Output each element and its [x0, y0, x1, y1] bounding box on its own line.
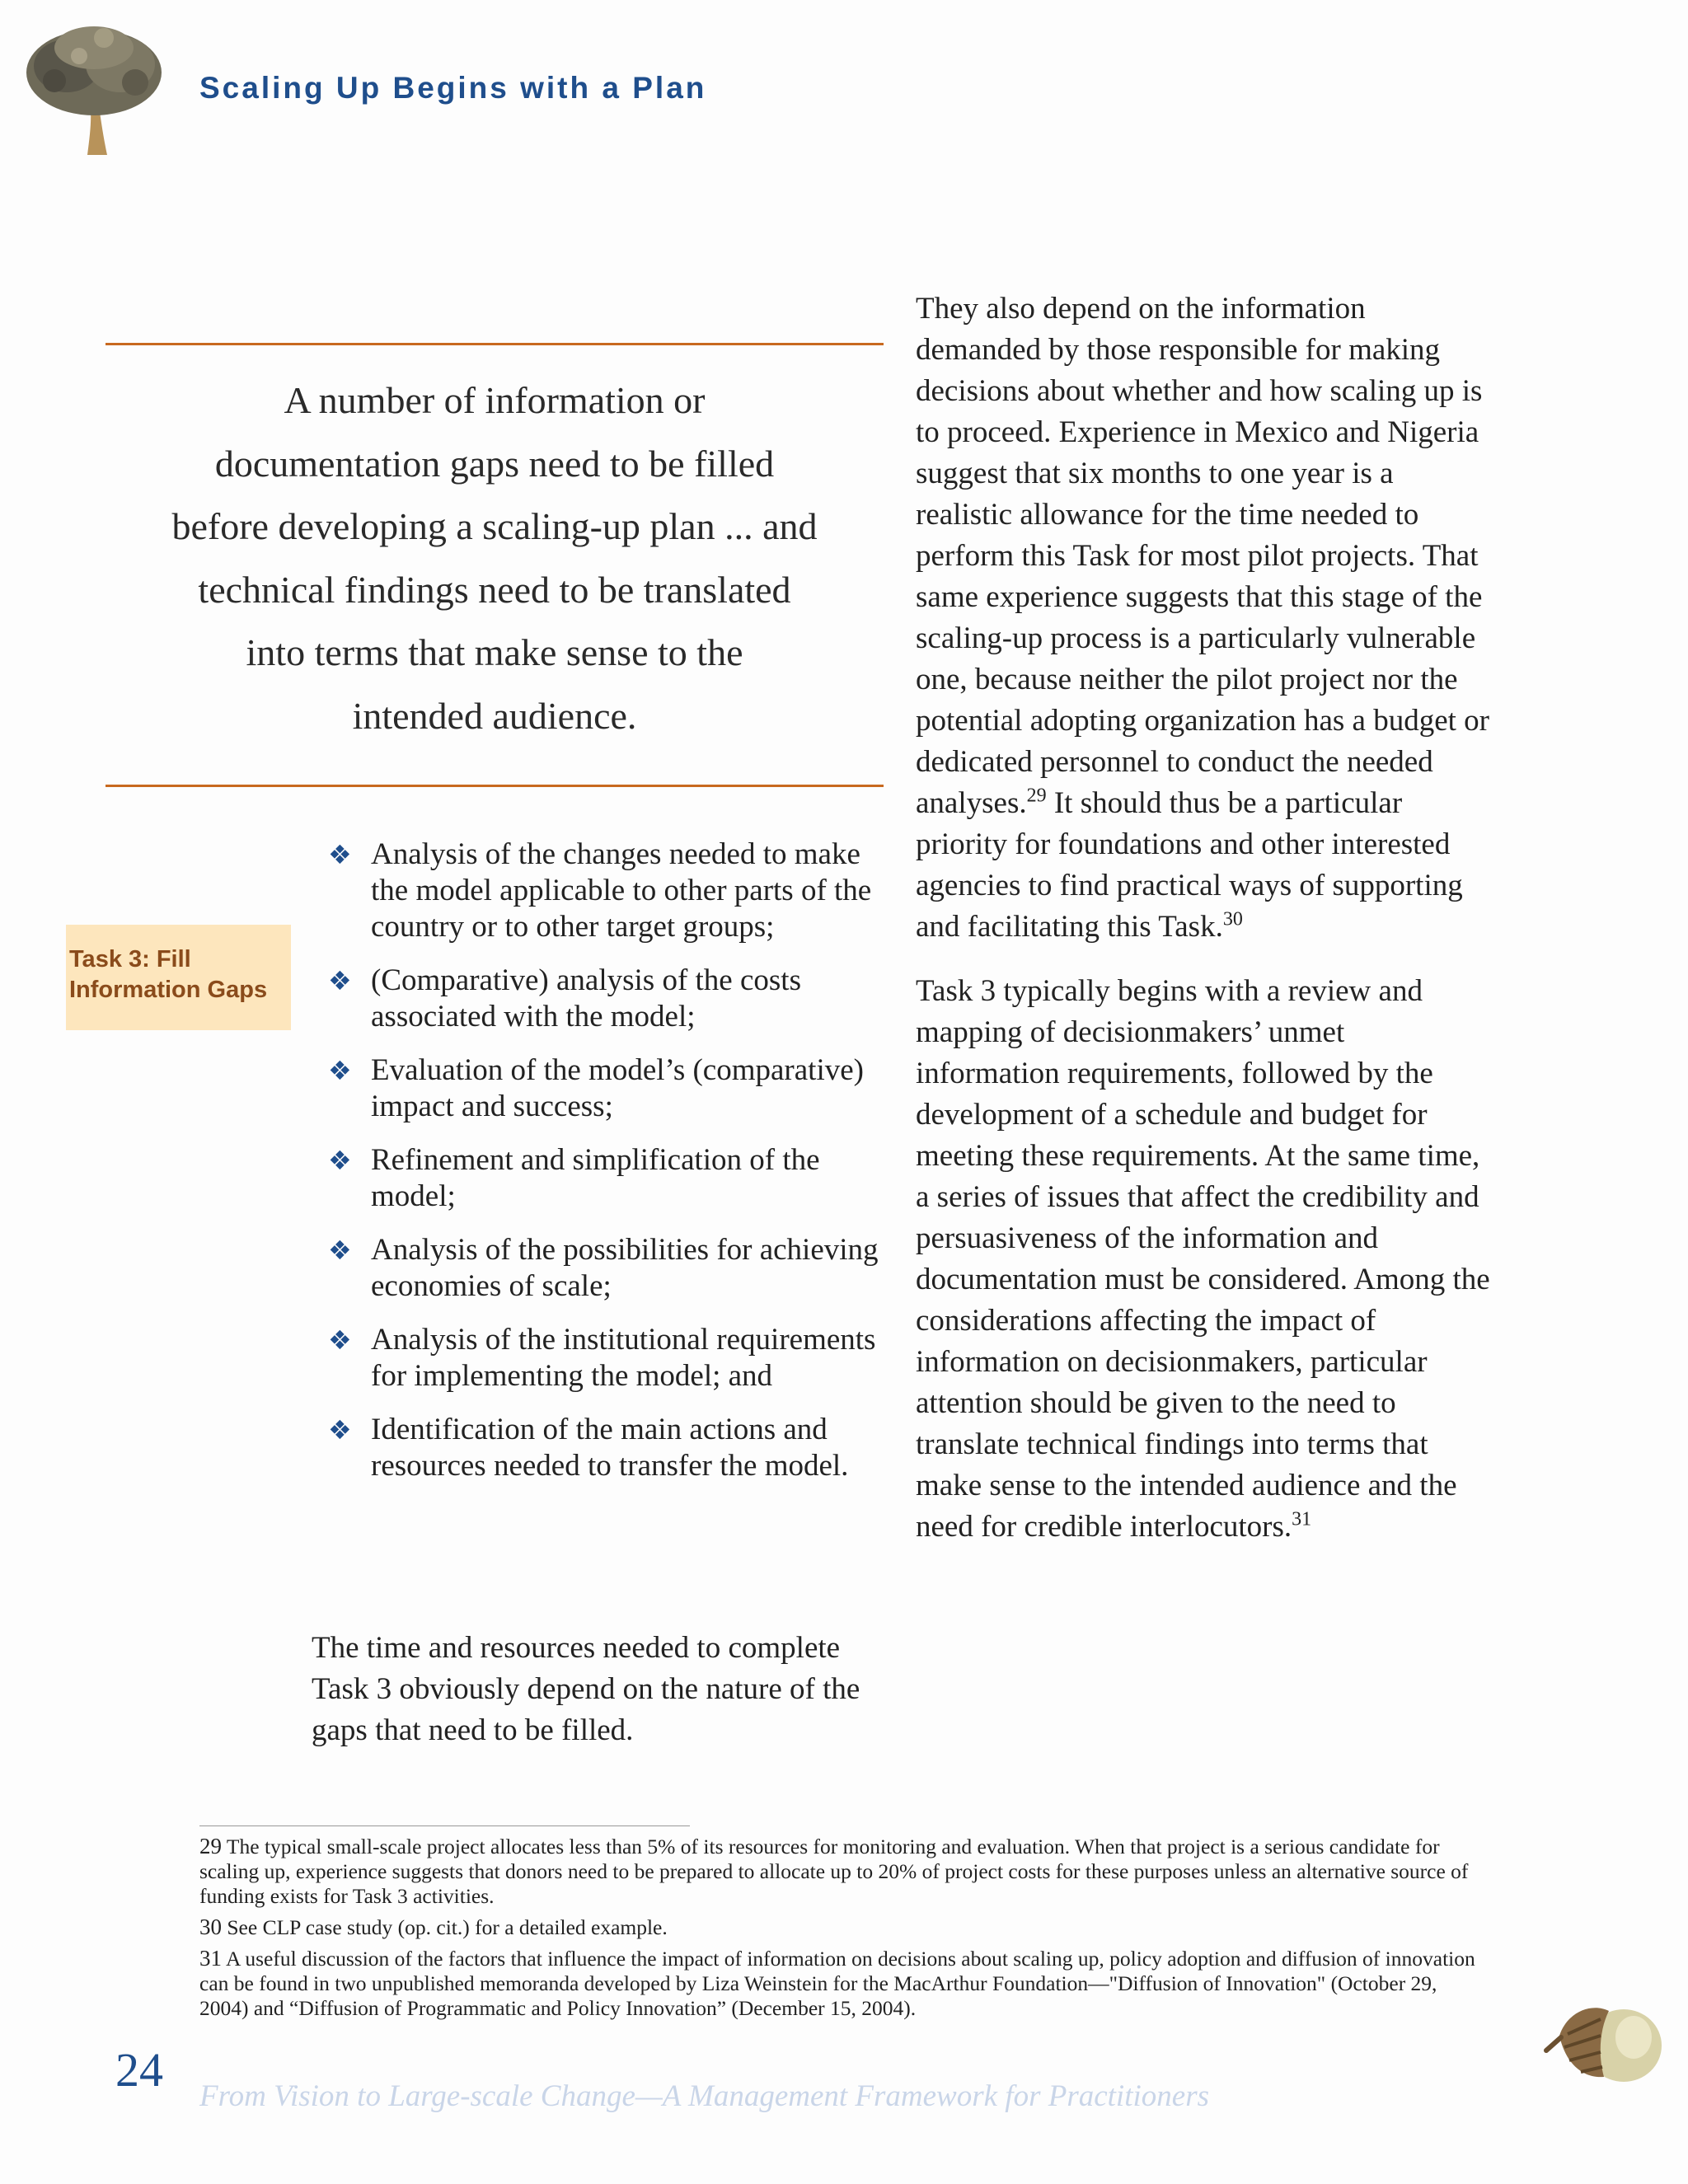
footnote [199, 1834, 1485, 1909]
left-closing-paragraph: The time and resources needed to complete Task 3 obviously depend on the nature of the gaps that need to be filled. [312, 1631, 860, 1747]
paragraph-text: Task 3 typically begins with a review and mapping of decisionmakers’ unmet information requirements, followed by the development of a schedule and budget for meeting these requirements. At the same time, a series of issues that affect the credibility and persuasiveness of the information and documentation must be considered. Among the considerations affecting the impact of information on decisionmakers, particular attention should be given to the need to translate technical findings into terms that make sense to the intended audience and the need for credible interlocutors. [916, 974, 1490, 1544]
footnote-text: See CLP case study (op. cit.) for a detailed example. [227, 1915, 668, 1939]
list-item [328, 1412, 889, 1484]
pull-quote-line: technical findings need to be translated [198, 568, 791, 611]
list-item [328, 1232, 889, 1305]
footnote-number: 31 [199, 1946, 222, 1971]
footnote-ref[interactable]: 29 [1026, 785, 1047, 807]
diamond-bullet-icon: ❖ [328, 1055, 352, 1086]
diamond-bullet-icon: ❖ [328, 1324, 352, 1356]
footnote [199, 1946, 1485, 2021]
task-label-line: Task 3: Fill [69, 946, 191, 972]
footnote [199, 1915, 1485, 1940]
task-bullet-list [328, 837, 889, 1502]
list-item-text: Refinement and simplification of the model; [371, 1143, 820, 1213]
footnote-number: 30 [199, 1915, 222, 1939]
acorn-icon [1543, 1986, 1667, 2093]
list-item [328, 1142, 889, 1215]
footnotes [199, 1834, 1485, 2027]
pull-quote-line: into terms that make sense to the [246, 631, 743, 673]
body-paragraph [916, 288, 1493, 948]
task-sidebar-label [66, 925, 291, 1030]
pull-quote-line: intended audience. [352, 694, 637, 737]
list-item [328, 1322, 889, 1394]
diamond-bullet-icon: ❖ [328, 1414, 352, 1446]
diamond-bullet-icon: ❖ [328, 965, 352, 996]
running-footer-title: From Vision to Large-scale Change—A Management Framework for Practitioners [199, 2079, 1209, 2113]
footnote-text: The typical small-scale project allocates less than 5% of its resources for monitoring and evaluation. When that project is a serious candidate for scaling up, experience suggests that donors need to be prepared to allocate up to 20% of project costs for these purposes unless an alternative source of funding exists for Task 3 activities. [199, 1835, 1469, 1908]
pull-quote-bottom-rule [106, 785, 884, 787]
list-item-text: Analysis of the institutional requirements for implementing the model; and [371, 1323, 876, 1393]
pull-quote-top-rule [106, 343, 884, 345]
pull-quote-line: before developing a scaling-up plan ... and [171, 505, 818, 547]
running-header-title: Scaling Up Begins with a Plan [199, 71, 707, 105]
pull-quote-line: A number of information or [284, 379, 706, 421]
task-label-line: Information Gaps [69, 977, 268, 1003]
footnote-divider [199, 1825, 690, 1826]
list-item-text: Analysis of the possibilities for achieving economies of scale; [371, 1233, 879, 1303]
diamond-bullet-icon: ❖ [328, 1235, 352, 1266]
pull-quote [107, 369, 882, 748]
footnote-ref[interactable]: 30 [1222, 908, 1243, 930]
list-item [328, 963, 889, 1035]
body-paragraph [916, 971, 1493, 1548]
paragraph-text: It should thus be a particular priority for foundations and other interested agencies to find practical ways of supporting and facilitating this Task. [916, 786, 1463, 944]
list-item-text: Identification of the main actions and resources needed to transfer the model. [371, 1413, 849, 1483]
list-item-text: (Comparative) analysis of the costs associated with the model; [371, 963, 801, 1033]
list-item-text: Evaluation of the model’s (comparative) impact and success; [371, 1053, 864, 1123]
pull-quote-line: documentation gaps need to be filled [214, 442, 775, 485]
list-item-text: Analysis of the changes needed to make the model applicable to other parts of the country or to other target groups; [371, 837, 872, 944]
footnote-number: 29 [199, 1834, 222, 1858]
diamond-bullet-icon: ❖ [328, 839, 352, 870]
right-column [916, 288, 1493, 1571]
paragraph-text: They also depend on the information demanded by those responsible for making decisions about whether and how scaling up is to proceed. Experience in Mexico and Nigeria suggest that six months to one year is a realistic allowance for the time needed to perform this Task for most pilot projects. That same experience suggests that this stage of the scaling-up process is a particularly vulnerable one, because neither the pilot project nor the potential adopting organization has a budget or dedicated personnel to conduct the needed analyses. [916, 292, 1489, 820]
list-item [328, 837, 889, 945]
list-item [328, 1052, 889, 1125]
tree-icon [21, 15, 163, 157]
footnote-text: A useful discussion of the factors that influence the impact of information on decisions about scaling up, policy adoption and diffusion of innovation can be found in two unpublished memoranda developed by Liza Weinstein for the MacArthur Foundation—"Diffusion of Innovation" (October 29, 2004) and “Diffusion of Programmatic and Policy Innovation” (December 15, 2004). [199, 1947, 1475, 2020]
footnote-ref[interactable]: 31 [1292, 1508, 1312, 1530]
page-number: 24 [115, 2043, 163, 2097]
diamond-bullet-icon: ❖ [328, 1145, 352, 1176]
